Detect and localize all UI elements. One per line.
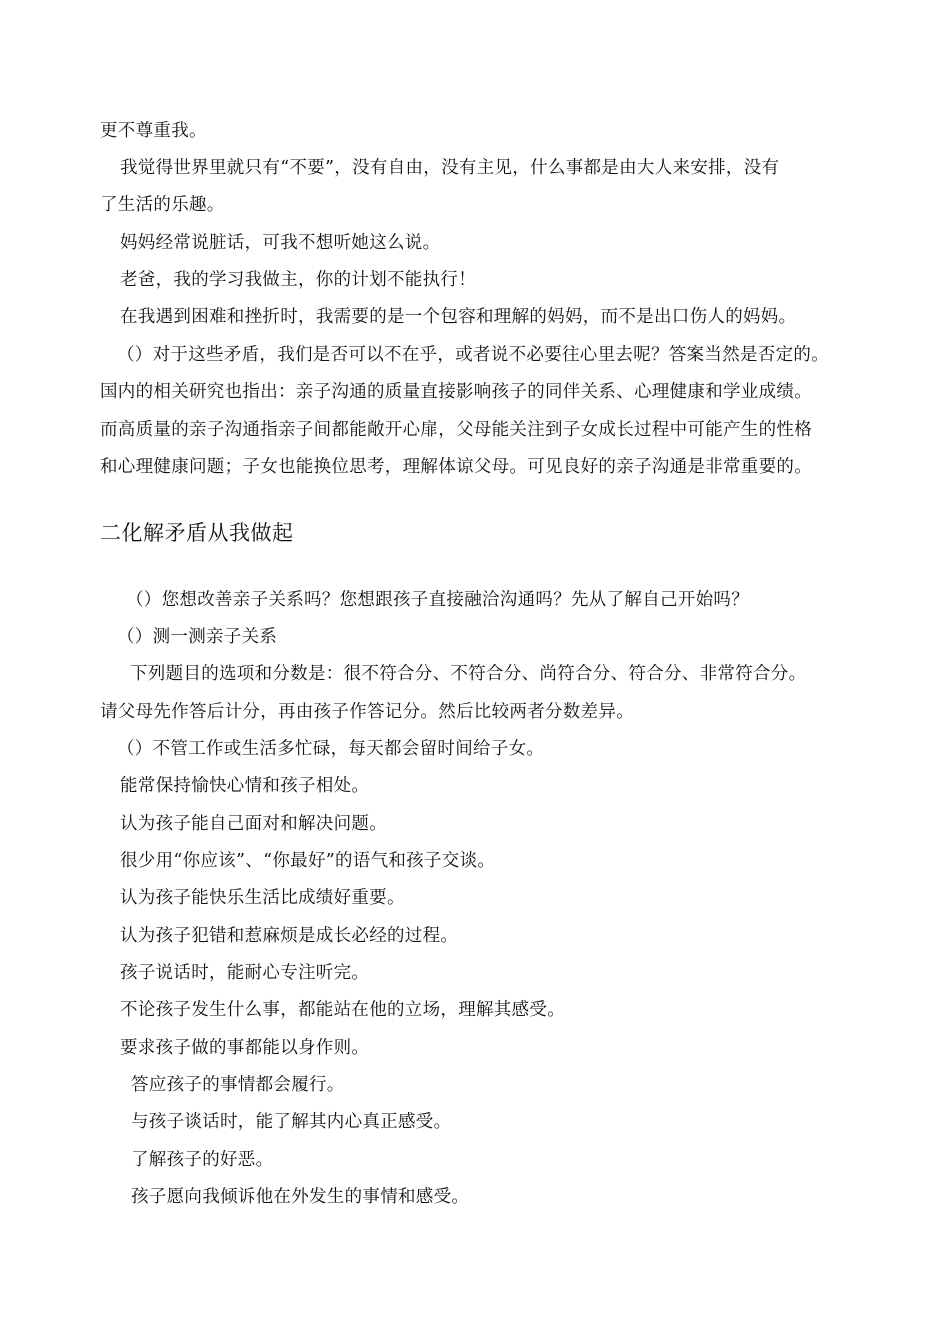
questionnaire-item: 与孩子谈话时，能了解其内心真正感受。: [131, 1112, 452, 1132]
questionnaire-item: 孩子说话时，能耐心专注听完。: [120, 963, 370, 983]
paragraph-line: （）测一测亲子关系: [117, 627, 278, 647]
paragraph-line: （）对于这些矛盾，我们是否可以不在乎，或者说不必要往心里去呢？答案当然是否定的。: [117, 345, 829, 365]
paragraph-line: 我觉得世界里就只有“不要”，没有自由，没有主见，什么事都是由大人来安排，没有: [120, 158, 780, 178]
questionnaire-item: 认为孩子犯错和惹麻烦是成长必经的过程。: [120, 926, 459, 946]
paragraph-line: 老爸，我的学习我做主，你的计划不能执行！: [120, 270, 476, 290]
paragraph-line: 而高质量的亲子沟通指亲子间都能敞开心扉，父母能关注到子女成长过程中可能产生的性格: [100, 420, 812, 440]
paragraph-line: （）您想改善亲子关系吗？您想跟孩子直接融洽沟通吗？先从了解自己开始吗？: [126, 590, 749, 610]
questionnaire-item: 认为孩子能快乐生活比成绩好重要。: [120, 888, 405, 908]
paragraph-line: 下列题目的选项和分数是：很不符合分、不符合分、尚符合分、符合分、非常符合分。: [130, 664, 807, 684]
questionnaire-item: 认为孩子能自己面对和解决问题。: [120, 814, 387, 834]
paragraph-line: 更不尊重我。: [100, 121, 207, 141]
questionnaire-item: 孩子愿向我倾诉他在外发生的事情和感受。: [131, 1187, 470, 1207]
section-heading: 二化解矛盾从我做起: [100, 521, 294, 545]
questionnaire-item: 很少用“你应该”、“你最好”的语气和孩子交谈。: [120, 851, 496, 871]
questionnaire-item: 要求孩子做的事都能以身作则。: [120, 1038, 370, 1058]
paragraph-line: 妈妈经常说脏话，可我不想听她这么说。: [120, 233, 441, 253]
paragraph-line: 在我遇到困难和挫折时，我需要的是一个包容和理解的妈妈，而不是出口伤人的妈妈。: [120, 307, 797, 327]
questionnaire-item: 不论孩子发生什么事，都能站在他的立场，理解其感受。: [120, 1000, 565, 1020]
questionnaire-item: （）不管工作或生活多忙碌，每天都会留时间给子女。: [117, 739, 545, 759]
paragraph-line: 和心理健康问题；子女也能换位思考，理解体谅父母。可见良好的亲子沟通是非常重要的。: [100, 457, 812, 477]
paragraph-line: 了生活的乐趣。: [100, 195, 225, 215]
questionnaire-item: 了解孩子的好恶。: [131, 1150, 274, 1170]
questionnaire-item: 能常保持愉快心情和孩子相处。: [120, 776, 370, 796]
paragraph-line: 国内的相关研究也指出：亲子沟通的质量直接影响孩子的同伴关系、心理健康和学业成绩。: [100, 382, 812, 402]
paragraph-line: 请父母先作答后计分，再由孩子作答记分。然后比较两者分数差异。: [100, 702, 634, 722]
questionnaire-item: 答应孩子的事情都会履行。: [131, 1075, 345, 1095]
